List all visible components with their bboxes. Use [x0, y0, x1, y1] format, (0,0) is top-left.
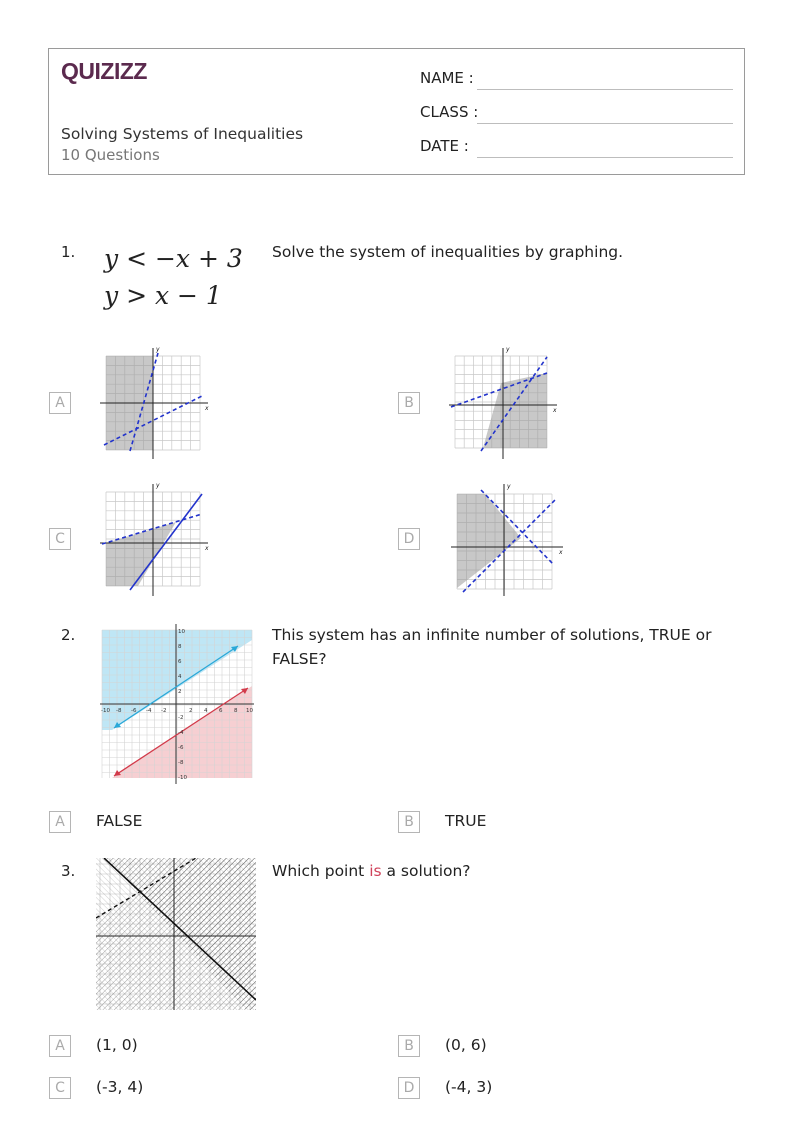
shaded-region: [483, 373, 547, 448]
svg-text:-2: -2: [178, 715, 184, 721]
name-label: NAME :: [420, 69, 474, 87]
graph-question-3[interactable]: [96, 858, 256, 1010]
svg-text:-4: -4: [178, 730, 184, 736]
svg-text:QUIZIZZ: QUIZIZZ: [61, 58, 147, 84]
worksheet-title: Solving Systems of Inequalities: [61, 125, 304, 143]
q3-option-d-text[interactable]: (-4, 3): [445, 1078, 493, 1096]
q2-option-b-text[interactable]: TRUE: [445, 812, 487, 830]
svg-text:10: 10: [246, 708, 253, 714]
equation-2: y > x − 1: [104, 281, 222, 310]
svg-text:x: x: [553, 407, 557, 414]
svg-text:-6: -6: [131, 708, 137, 714]
graph-option-a[interactable]: [96, 343, 216, 463]
option-b-letter[interactable]: B: [398, 392, 420, 414]
option-d-letter[interactable]: D: [398, 528, 420, 550]
svg-text:y: y: [156, 482, 160, 489]
question-2-prompt: This system has an infinite number of solutions, TRUE or FALSE?: [272, 626, 712, 668]
svg-text:10: 10: [178, 629, 185, 635]
q3-option-b-letter[interactable]: B: [398, 1035, 420, 1057]
svg-text:-8: -8: [116, 708, 122, 714]
svg-text:4: 4: [178, 674, 182, 680]
question-2-number: 2.: [61, 626, 76, 644]
svg-text:4: 4: [204, 708, 208, 714]
option-a-letter[interactable]: A: [49, 392, 71, 414]
svg-text:y: y: [507, 483, 511, 490]
svg-text:-4: -4: [146, 708, 152, 714]
svg-text:-6: -6: [178, 745, 184, 751]
graph-option-c[interactable]: [96, 480, 216, 600]
svg-text:-10: -10: [178, 775, 187, 781]
q2-option-a-letter[interactable]: A: [49, 811, 71, 833]
date-label: DATE :: [420, 137, 469, 155]
question-1-number: 1.: [61, 243, 76, 261]
question-count: 10 Questions: [61, 146, 160, 164]
q3-option-c-letter[interactable]: C: [49, 1077, 71, 1099]
svg-text:6: 6: [219, 708, 223, 714]
q3-option-a-letter[interactable]: A: [49, 1035, 71, 1057]
question-1-prompt: Solve the system of inequalities by graphing.: [272, 243, 624, 261]
svg-text:-8: -8: [178, 760, 184, 766]
svg-text:x: x: [205, 405, 209, 412]
q3-option-d-letter[interactable]: D: [398, 1077, 420, 1099]
class-label: CLASS :: [420, 103, 479, 121]
q2-option-b-letter[interactable]: B: [398, 811, 420, 833]
name-line[interactable]: [477, 89, 733, 90]
svg-text:2: 2: [178, 689, 182, 695]
q2-option-a-text[interactable]: FALSE: [96, 812, 143, 830]
graph-option-b[interactable]: [445, 343, 565, 463]
equation-1: y < −x + 3: [104, 244, 243, 273]
svg-text:8: 8: [178, 644, 182, 650]
svg-text:x: x: [205, 545, 209, 552]
svg-text:2: 2: [189, 708, 193, 714]
svg-text:x: x: [559, 549, 563, 556]
svg-text:y: y: [156, 346, 160, 353]
option-c-letter[interactable]: C: [49, 528, 71, 550]
svg-text:-10: -10: [101, 708, 110, 714]
svg-text:-2: -2: [161, 708, 167, 714]
svg-text:6: 6: [178, 659, 182, 665]
q3-option-c-text[interactable]: (-3, 4): [96, 1078, 144, 1096]
date-line[interactable]: [477, 157, 733, 158]
class-line[interactable]: [477, 123, 733, 124]
q3-option-b-text[interactable]: (0, 6): [445, 1036, 487, 1054]
highlighted-word: is: [369, 862, 382, 880]
shaded-region: [457, 494, 521, 588]
worksheet-header: [48, 48, 745, 175]
question-3-number: 3.: [61, 862, 76, 880]
svg-text:8: 8: [234, 708, 238, 714]
question-3-prompt: Which point is a solution?: [272, 862, 471, 880]
graph-option-d[interactable]: [445, 480, 570, 600]
quizizz-logo: [61, 55, 153, 87]
svg-text:y: y: [506, 346, 510, 353]
q3-option-a-text[interactable]: (1, 0): [96, 1036, 138, 1054]
graph-question-2[interactable]: [98, 622, 256, 784]
